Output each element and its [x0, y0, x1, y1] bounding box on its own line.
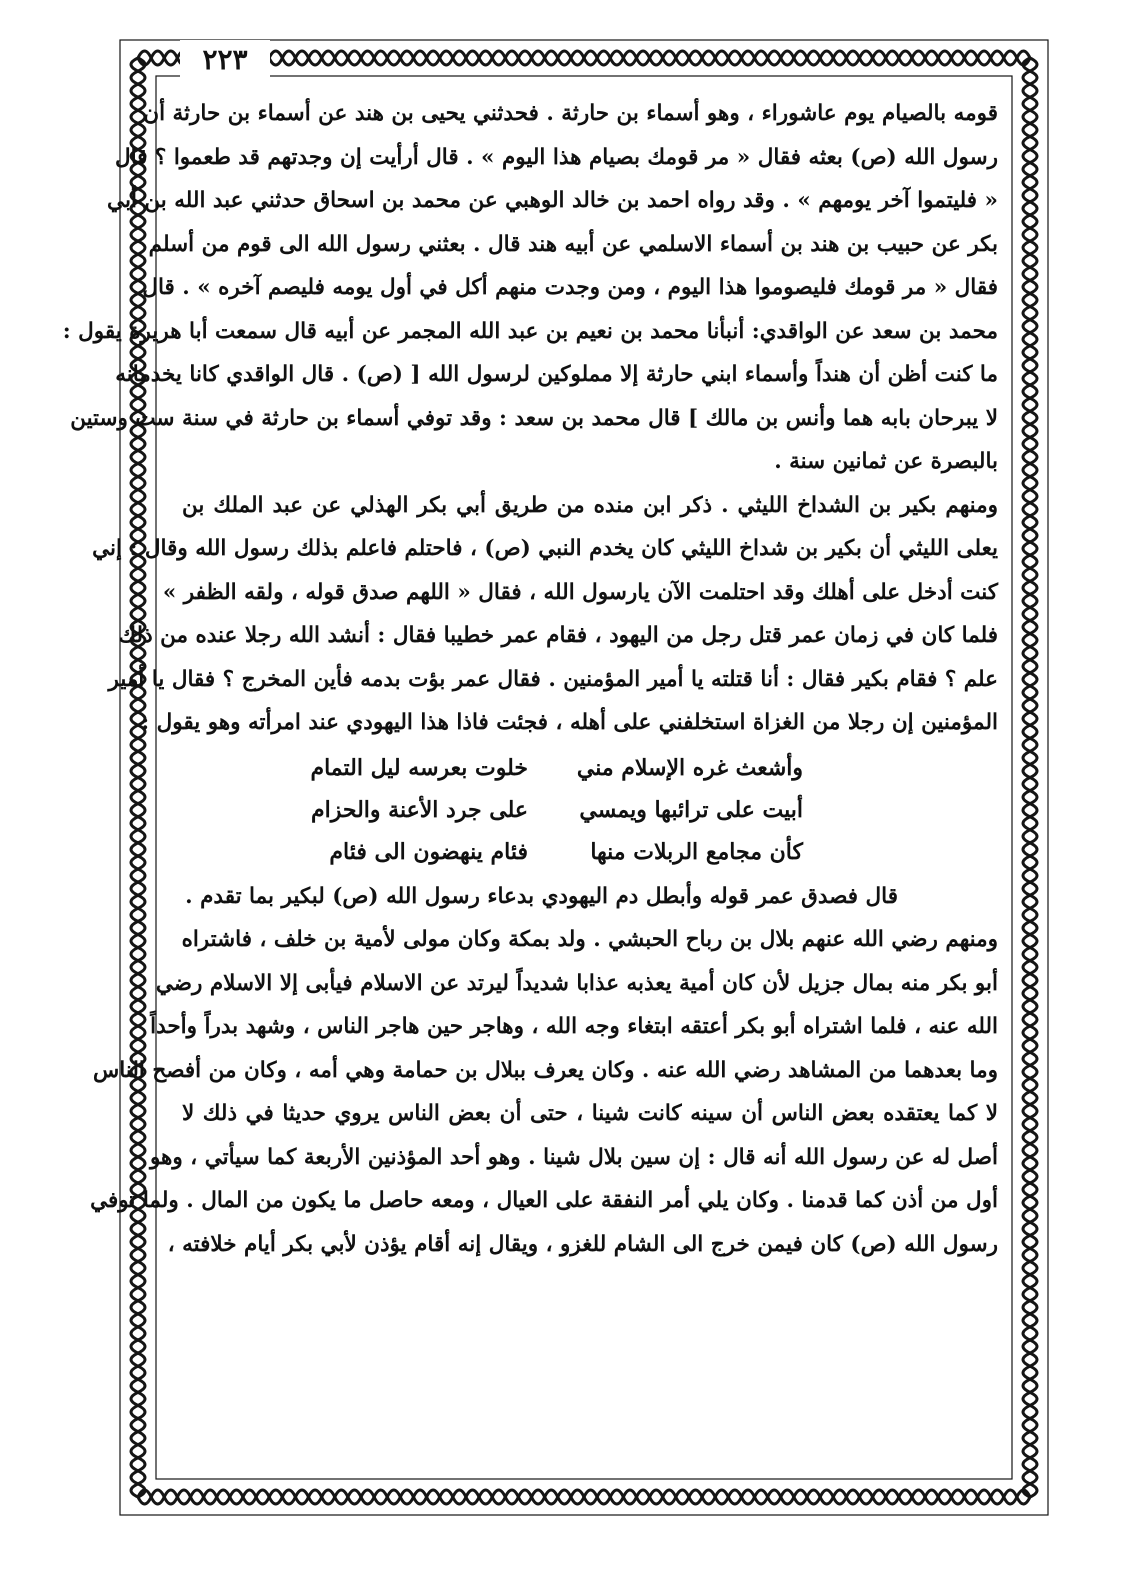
text-line: علم ؟ فقام بكير فقال : أنا قتلته يا أمير المؤمنين . فقال عمر بؤت بدمه فأين المخرج ؟ فقال يا أمير — [108, 666, 998, 692]
paragraph-asma-bin-haritha — [62, 92, 998, 484]
text-line: قال فصدق عمر قوله وأبطل دم اليهودي بدعاء رسول الله (ص) لبكير بما تقدم . — [185, 883, 898, 909]
page-number: ٢٢٣ — [180, 40, 270, 80]
text-line: بكر عن حبيب بن هند بن أسماء الاسلمي عن أبيه هند قال . بعثني رسول الله الى قوم من أسلم — [148, 231, 998, 257]
paragraph-bilal-bin-rabah — [90, 918, 998, 1266]
text-line: ومنهم رضي الله عنهم بلال بن رباح الحبشي . ولد بمكة وكان مولى لأمية بن خلف ، فاشتراه — [181, 927, 998, 952]
text-line: أصل له عن رسول الله أنه قال : إن سين بلال شينا . وهو أحد المؤذنين الأربعة كما سيأتي ، وهو — [149, 1144, 998, 1170]
text-line: بالبصرة عن ثمانين سنة . — [774, 449, 998, 474]
verse-hemistich-left: على جرد الأعنة والحزام — [311, 796, 528, 823]
text-line: أول من أذن كما قدمنا . وكان يلي أمر النفقة على العيال ، ومعه حاصل ما يكون من المال . ولما توفي — [90, 1188, 998, 1213]
verse-hemistich-left: خلوت بعرسه ليل التمام — [310, 754, 528, 781]
text-line: ومنهم بكير بن الشداخ الليثي . ذكر ابن منده من طريق أبي بكر الهذلي عن عبد الملك بن — [182, 492, 998, 518]
poem-verses — [182, 745, 998, 875]
text-line: الله عنه ، فلما اشتراه أبو بكر أعتقه ابتغاء وجه الله ، وهاجر حين هاجر الناس ، وشهد بدراً وأحداً — [150, 1014, 998, 1039]
verse-hemistich-right: أبيت على ترائبها ويمسي — [579, 796, 803, 823]
text-line: وما بعدهما من المشاهد رضي الله عنه . وكان يعرف ببلال بن حمامة وهي أمه ، وكان من أفصح الناس — [93, 1057, 998, 1083]
verse-hemistich-right: كأن مجامع الربلات منها — [590, 838, 803, 865]
text-line: لا كما يعتقده بعض الناس أن سينه كانت شينا ، حتى أن بعض الناس يروي حديثا في ذلك لا — [182, 1101, 998, 1126]
paragraph-conclusion — [182, 875, 998, 919]
text-line: فقال « مر قومك فليصوموا هذا اليوم ، ومن وجدت منهم أكل في أول يومه فليصم آخره » . قال — [142, 275, 998, 300]
text-line: رسول الله (ص) كان فيمن خرج الى الشام للغزو ، ويقال إنه أقام يؤذن لأبي بكر أيام خلافته ، — [167, 1231, 998, 1257]
verse-hemistich-left: فئام ينهضون الى فئام — [329, 838, 528, 865]
text-line: محمد بن سعد عن الواقدي: أنبأنا محمد بن نعيم بن عبد الله المجمر عن أبيه قال سمعت أبا هريرة يقول : — [62, 318, 998, 344]
text-line: قومه بالصيام يوم عاشوراء ، وهو أسماء بن حارثة . فحدثني يحيى بن هند عن أسماء بن حارثة أن — [143, 101, 998, 126]
main-text — [62, 92, 998, 1472]
text-line: فلما كان في زمان عمر قتل رجل من اليهود ، فقام عمر خطيبا فقال : أنشد الله رجلا عنده من ذلك — [118, 623, 998, 648]
text-line: « فليتموا آخر يومهم » . وقد رواه احمد بن خالد الوهبي عن محمد بن اسحاق حدثني عبد الله بن أبي — [107, 188, 998, 213]
text-line: المؤمنين إن رجلا من الغزاة استخلفني على أهله ، فجئت فاذا هذا اليهودي عند امرأته وهو يقول : — [141, 710, 998, 735]
text-line: رسول الله (ص) بعثه فقال « مر قومك بصيام هذا اليوم » . قال أرأيت إن وجدتهم قد طعموا ؟ قال — [114, 144, 998, 170]
text-line: يعلى الليثي أن بكير بن شداخ الليثي كان يخدم النبي (ص) ، فاحتلم فاعلم بذلك رسول الله وقال : إني — [92, 536, 998, 561]
text-line: ما كنت أظن أن هنداً وأسماء ابني حارثة إلا مملوكين لرسول الله [ (ص) . قال الواقدي كانا يخدمانه — [115, 362, 998, 387]
verse-hemistich-right: وأشعث غره الإسلام مني — [576, 754, 803, 781]
text-line: كنت أدخل على أهلك وقد احتلمت الآن يارسول الله ، فقال « اللهم صدق قوله ، ولقه الظفر » — [162, 579, 998, 605]
paragraph-bukayr-bin-shaddakh — [92, 484, 998, 745]
text-line: أبو بكر منه بمال جزيل لأن كان أمية يعذبه عذابا شديداً ليرتد عن الاسلام فيأبى إلا الاسلام رضي — [155, 970, 998, 996]
text-line: لا يبرحان بابه هما وأنس بن مالك ] قال محمد بن سعد : وقد توفي أسماء بن حارثة في سنة ست وستين — [70, 405, 998, 431]
